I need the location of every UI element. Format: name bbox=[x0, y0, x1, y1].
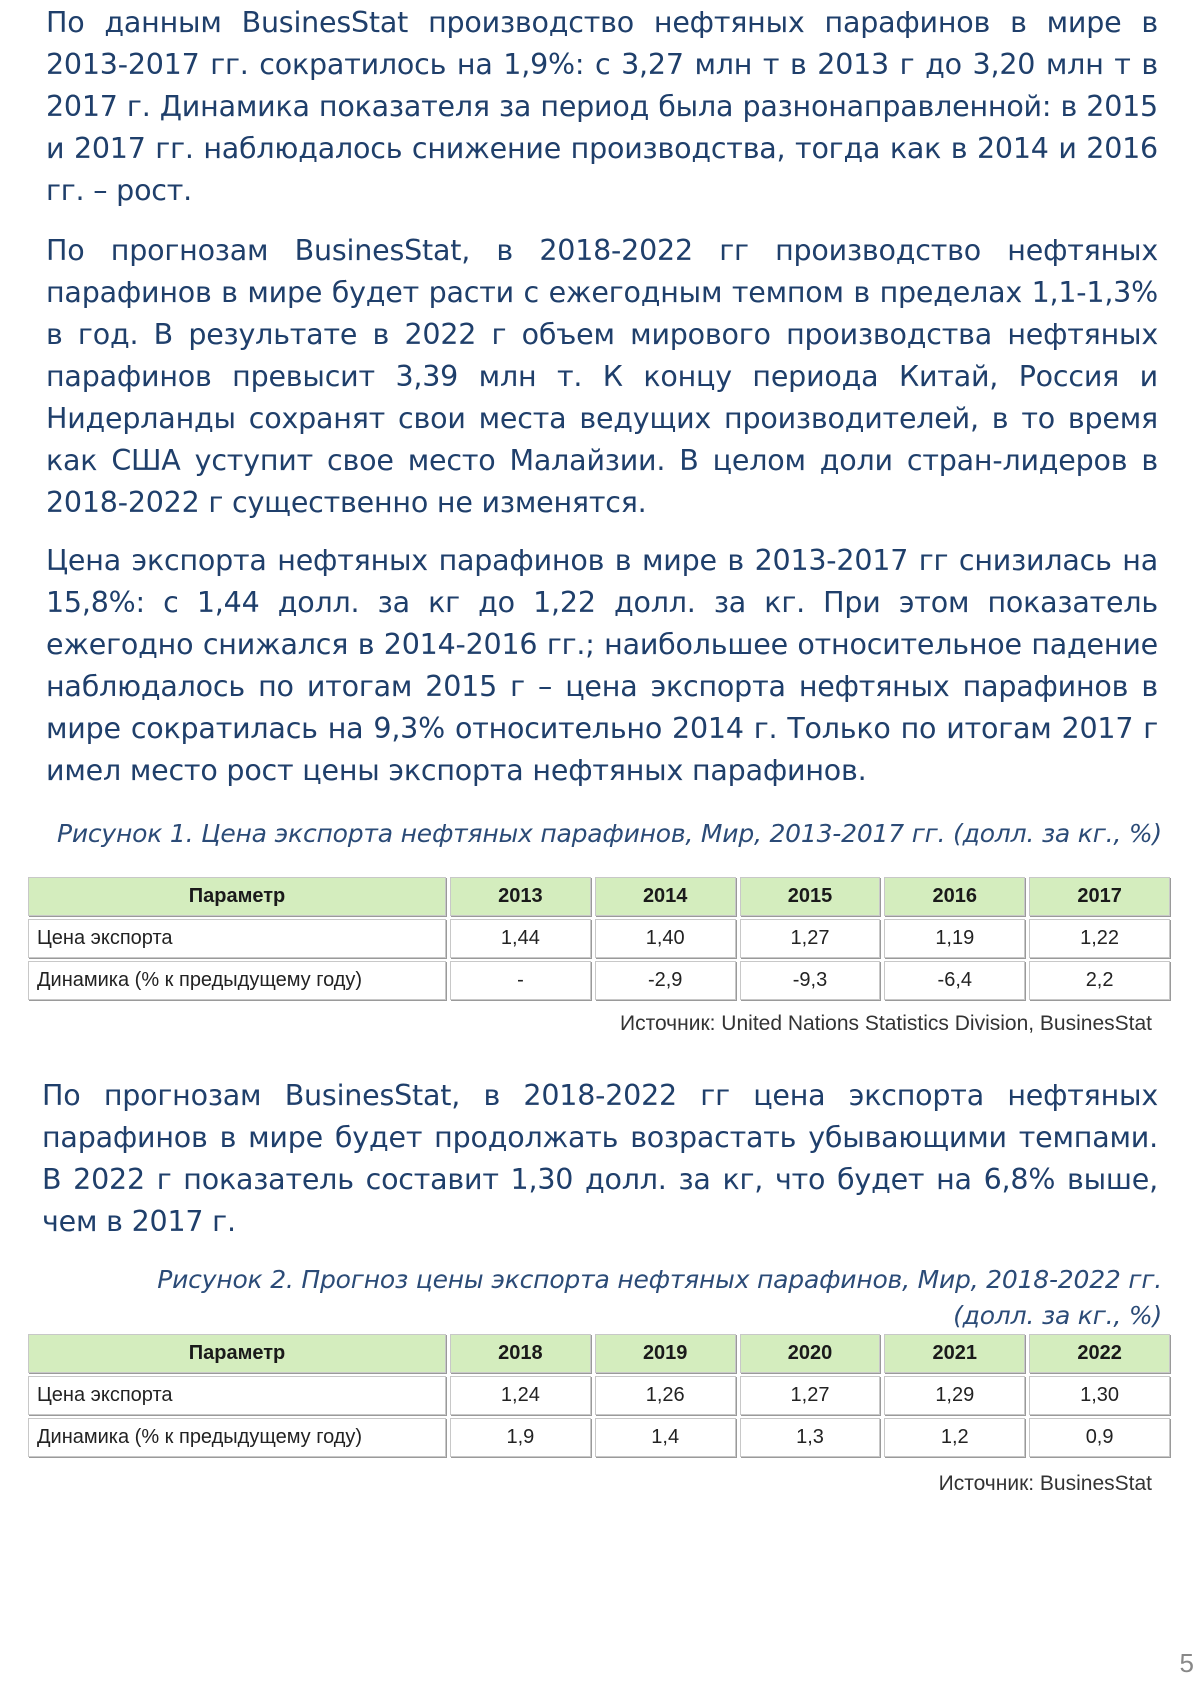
table-cell: 1,3 bbox=[740, 1418, 881, 1457]
paragraph-export-price-forecast: По прогнозам BusinesStat, в 2018-2022 гг цена экспорта нефтяных парафинов в мире будет продолжать возрастать убывающими темпами. В 2022 г показатель составит 1,30 долл. за кг, что будет на 6,8% выше, чем в 2017 г. bbox=[42, 1079, 1158, 1238]
header-cell: 2021 bbox=[884, 1334, 1025, 1373]
paragraph-production-history: По данным BusinesStat производство нефтяных парафинов в мире в 2013-2017 гг. сократилось на 1,9%: с 3,27 млн т в 2013 г до 3,20 млн т в 2017 г. Динамика показателя за период была разнонаправленной: в 2015 и 2017 гг. наблюдалось снижение производства, тогда как в 2014 и 2016 гг. – рост. bbox=[46, 6, 1158, 207]
table-row bbox=[28, 1376, 1170, 1415]
table-cell: 1,29 bbox=[884, 1376, 1025, 1415]
table-header-row bbox=[28, 877, 1170, 916]
table-cell: - bbox=[450, 961, 591, 1000]
table-cell: 0,9 bbox=[1029, 1418, 1170, 1457]
row-label: Динамика (% к предыдущему году) bbox=[28, 961, 446, 1000]
table-cell: -6,4 bbox=[884, 961, 1025, 1000]
row-label: Цена экспорта bbox=[28, 919, 446, 958]
header-cell: 2019 bbox=[595, 1334, 736, 1373]
table-cell: 1,19 bbox=[884, 919, 1025, 958]
table-row bbox=[28, 961, 1170, 1000]
table-row bbox=[28, 919, 1170, 958]
header-cell: 2013 bbox=[450, 877, 591, 916]
header-cell: 2014 bbox=[595, 877, 736, 916]
table-cell: 1,40 bbox=[595, 919, 736, 958]
table-header-row bbox=[28, 1334, 1170, 1373]
table-cell: 1,30 bbox=[1029, 1376, 1170, 1415]
figure-2-caption: Рисунок 2. Прогноз цены экспорта нефтяных парафинов, Мир, 2018-2022 гг. (долл. за кг., %) bbox=[157, 1265, 1162, 1330]
row-label: Цена экспорта bbox=[28, 1376, 446, 1415]
row-label: Динамика (% к предыдущему году) bbox=[28, 1418, 446, 1457]
header-cell: 2015 bbox=[740, 877, 881, 916]
table-cell: 1,22 bbox=[1029, 919, 1170, 958]
header-cell: Параметр bbox=[28, 877, 446, 916]
figure-2-table bbox=[24, 1331, 1174, 1460]
table-cell: 1,24 bbox=[450, 1376, 591, 1415]
figure-1-caption: Рисунок 1. Цена экспорта нефтяных парафинов, Мир, 2013-2017 гг. (долл. за кг., %) bbox=[56, 819, 1162, 848]
table-cell: 1,2 bbox=[884, 1418, 1025, 1457]
table-cell: 1,4 bbox=[595, 1418, 736, 1457]
table-cell: 1,27 bbox=[740, 1376, 881, 1415]
header-cell: 2020 bbox=[740, 1334, 881, 1373]
figure-2-source: Источник: BusinesStat bbox=[938, 1472, 1152, 1495]
table-cell: 2,2 bbox=[1029, 961, 1170, 1000]
paragraph-production-forecast: По прогнозам BusinesStat, в 2018-2022 гг производство нефтяных парафинов в мире будет расти с ежегодным темпом в пределах 1,1-1,3% в год. В результате в 2022 г объем мирового производства нефтяных парафинов превысит 3,39 млн т. К концу периода Китай, Россия и Нидерланды сохранят свои места ведущих производителей, в то время как США уступит свое место Малайзии. В целом доли стран-лидеров в 2018-2022 г существенно не изменятся. bbox=[46, 234, 1158, 519]
table-row bbox=[28, 1418, 1170, 1457]
header-cell: 2017 bbox=[1029, 877, 1170, 916]
header-cell: 2022 bbox=[1029, 1334, 1170, 1373]
header-cell: 2016 bbox=[884, 877, 1025, 916]
figure-1-source: Источник: United Nations Statistics Division, BusinesStat bbox=[619, 1012, 1152, 1035]
figure-1-table bbox=[24, 874, 1174, 1003]
header-cell: Параметр bbox=[28, 1334, 446, 1373]
table-cell: 1,26 bbox=[595, 1376, 736, 1415]
table-cell: 1,44 bbox=[450, 919, 591, 958]
table-cell: -9,3 bbox=[740, 961, 881, 1000]
header-cell: 2018 bbox=[450, 1334, 591, 1373]
table-cell: 1,9 bbox=[450, 1418, 591, 1457]
table-cell: -2,9 bbox=[595, 961, 736, 1000]
page-number: 5 bbox=[1179, 1648, 1194, 1678]
paragraph-export-price-history: Цена экспорта нефтяных парафинов в мире в 2013-2017 гг снизилась на 15,8%: с 1,44 долл. за кг до 1,22 долл. за кг. При этом показатель ежегодно снижался в 2014-2016 гг.; наибольшее относительное падение наблюдалось по итогам 2015 г – цена экспорта нефтяных парафинов в мире сократилась на 9,3% относительно 2014 г. Только по итогам 2017 г имел место рост цены экспорта нефтяных парафинов. bbox=[46, 544, 1158, 787]
table-cell: 1,27 bbox=[740, 919, 881, 958]
